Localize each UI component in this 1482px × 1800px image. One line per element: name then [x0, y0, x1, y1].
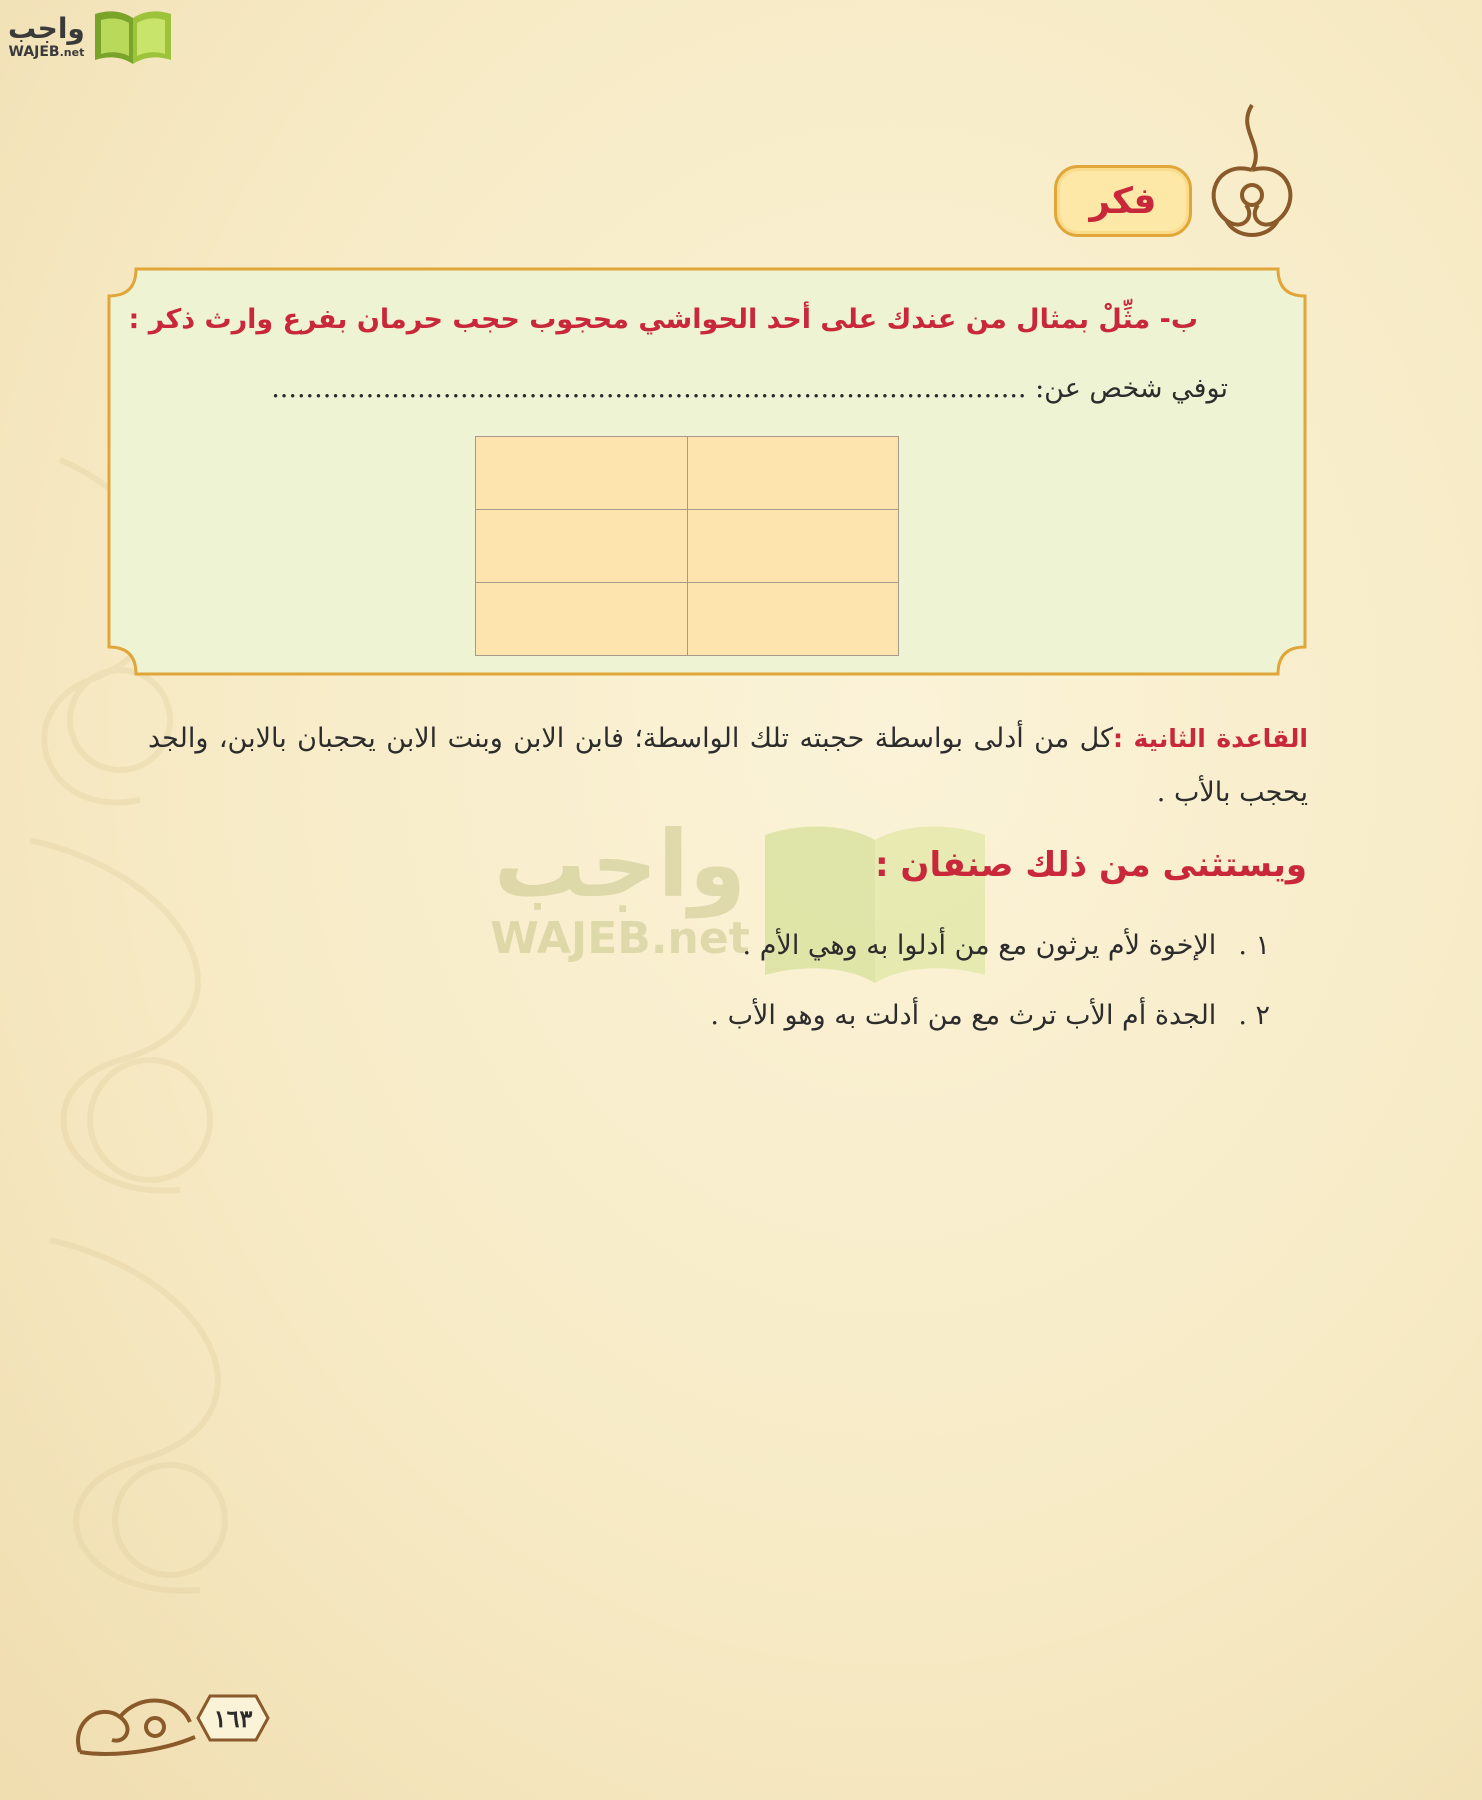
table-row	[476, 510, 899, 583]
footer-ornament-icon	[70, 1682, 200, 1762]
table-cell[interactable]	[476, 437, 688, 510]
page-number: ١٦٣	[213, 1703, 253, 1733]
page-number-badge	[196, 1694, 270, 1742]
watermark-text	[490, 811, 750, 964]
watermark-arabic: واجب	[493, 811, 747, 918]
table-cell[interactable]	[687, 437, 899, 510]
list-number: ٢ .	[1238, 1000, 1270, 1031]
answer-table	[475, 436, 899, 656]
table-cell[interactable]	[476, 583, 688, 656]
exceptions-heading: ويستثنى من ذلك صنفان :	[875, 845, 1307, 885]
watermark	[490, 811, 995, 990]
table-cell[interactable]	[687, 583, 899, 656]
table-cell[interactable]	[476, 510, 688, 583]
list-text: الإخوة لأم يرثون مع من أدلوا به وهي الأم .	[742, 930, 1217, 961]
list-number: ١ .	[1238, 930, 1270, 961]
table-row	[476, 437, 899, 510]
rule-label: القاعدة الثانية :	[1112, 724, 1308, 753]
watermark-latin: WAJEB.net	[490, 913, 750, 964]
logo-arabic: واجب	[8, 12, 85, 45]
logo-latin: WAJEB.net	[8, 44, 85, 60]
think-badge: فكر	[1054, 165, 1192, 237]
logo-text	[8, 14, 85, 60]
rule-paragraph	[148, 712, 1308, 820]
rule-text: كل من أدلى بواسطة حجبته تلك الواسطة؛ فابن الابن وبنت الابن يحجبان بالابن، والجد يحجب بالأب .	[148, 723, 1308, 808]
exercise-question: ب- مثِّلْ بمثال من عندك على أحد الحواشي محجوب حجب حرمان بفرع وارث ذكر :	[128, 304, 1198, 335]
table-cell[interactable]	[687, 510, 899, 583]
open-book-icon	[93, 8, 173, 66]
table-row	[476, 583, 899, 656]
arabesque-ornament-icon	[1196, 100, 1308, 245]
wajeb-logo[interactable]	[8, 6, 198, 68]
answer-prompt-line[interactable]: توفي شخص عن: ........................................................................................	[271, 373, 1228, 404]
list-item	[710, 1000, 1270, 1031]
exercise-frame	[106, 266, 1308, 677]
list-text: الجدة أم الأب ترث مع من أدلت به وهو الأب .	[710, 1000, 1217, 1031]
list-item	[743, 930, 1270, 961]
